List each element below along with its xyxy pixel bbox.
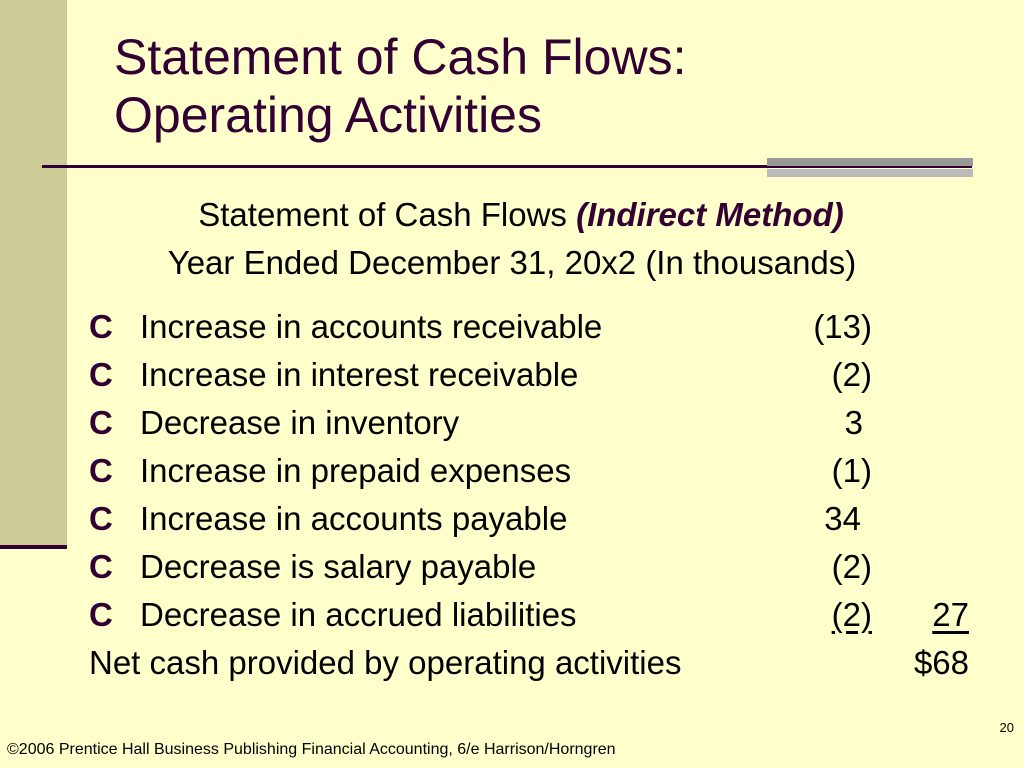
row-amount: 3 — [844, 404, 863, 441]
cash-flow-row — [89, 355, 989, 403]
row-label: Increase in prepaid expenses — [140, 452, 572, 489]
row-amount-underlined — [818, 595, 872, 635]
page-number: 20 — [999, 720, 1014, 735]
statement-heading-text: Statement of Cash Flows — [198, 196, 577, 233]
bullet-icon: C — [89, 500, 113, 537]
cash-flow-row — [89, 307, 989, 355]
accent-bar-light — [767, 169, 973, 177]
cash-flow-row — [89, 451, 989, 499]
left-band-divider — [0, 545, 67, 549]
slide-title — [114, 28, 994, 144]
row-label: Increase in interest receivable — [140, 356, 579, 393]
cash-flow-row — [89, 547, 989, 595]
footer-copyright: ©2006 Prentice Hall Business Publishing Financial Accounting, 6/e Harrison/Horngren — [7, 741, 616, 758]
row-label: Decrease in inventory — [140, 404, 460, 441]
cash-flow-row — [89, 595, 989, 643]
bullet-icon: C — [89, 452, 113, 489]
statement-period: Year Ended December 31, 20x2 (In thousands) — [167, 244, 857, 281]
total-label: Net cash provided by operating activities — [89, 644, 682, 681]
title-line-2: Operating Activities — [114, 87, 542, 143]
row-amount-value: (2) — [831, 596, 872, 633]
row-label: Increase in accounts receivable — [140, 308, 603, 345]
row-label: Decrease is salary payable — [140, 548, 537, 585]
title-line-1: Statement of Cash Flows: — [114, 29, 687, 85]
row-amount: (2) — [831, 548, 872, 585]
row-amount: (2) — [831, 356, 872, 393]
row-amount: (1) — [831, 452, 872, 489]
total-amount: $68 — [913, 644, 969, 681]
bullet-icon: C — [89, 356, 113, 393]
cash-flow-row — [89, 499, 989, 547]
accent-bar-dark — [767, 158, 973, 166]
statement-heading — [0, 196, 1024, 234]
row-amount: 34 — [824, 500, 861, 537]
subtotal-amount — [918, 595, 969, 635]
statement-method: (Indirect Method) — [576, 196, 844, 233]
row-amount: (13) — [813, 308, 872, 345]
cash-flow-rows — [89, 307, 989, 691]
bullet-icon: C — [89, 404, 113, 441]
subtotal-value: 27 — [932, 596, 969, 633]
bullet-icon: C — [89, 596, 113, 633]
row-label: Increase in accounts payable — [140, 500, 568, 537]
bullet-icon: C — [89, 308, 113, 345]
accent-bar — [767, 158, 973, 177]
row-label: Decrease in accrued liabilities — [140, 596, 577, 633]
bullet-icon: C — [89, 548, 113, 585]
total-row — [89, 643, 989, 691]
cash-flow-row — [89, 403, 989, 451]
